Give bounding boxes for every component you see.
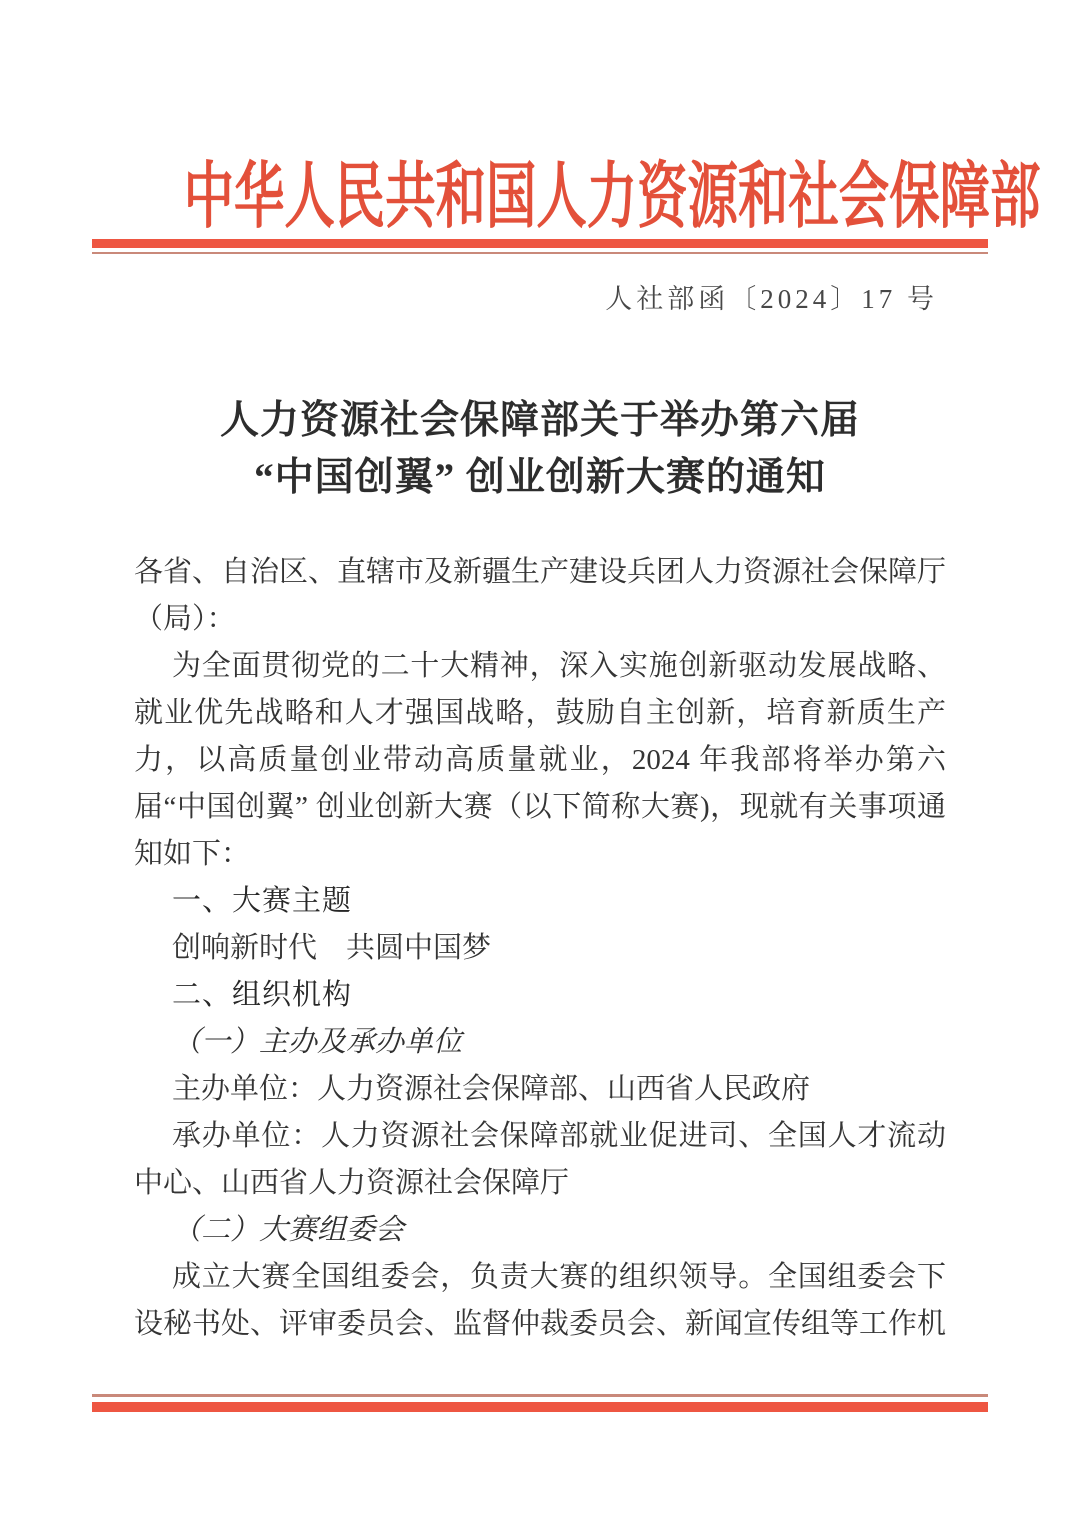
undertaker-units-line: 承办单位：人力资源社会保障部就业促进司、全国人才流动中心、山西省人力资源社会保障厅 — [134, 1120, 946, 1199]
section-1-heading: 一、大赛主题 — [172, 885, 353, 917]
notice-title-line1: 人力资源社会保障部关于举办第六届 — [219, 399, 860, 442]
letterhead — [0, 157, 1080, 238]
footer-rule — [92, 1394, 988, 1412]
subsection-2-heading: （二）大赛组委会 — [172, 1214, 405, 1246]
letterhead-rule-thick-bar — [92, 239, 988, 248]
committee-paragraph: 成立大赛全国组委会，负责大赛的组织领导。全国组委会下设秘书处、评审委员会、监督仲裁委员会、新闻宣传组等工作机 — [134, 1261, 947, 1340]
intro-paragraph: 为全面贯彻党的二十大精神，深入实施创新驱动发展战略、就业优先战略和人才强国战略，鼓励自主创新，培育新质生产力，以高质量创业带动高质量就业，2024 年我部将举办第六届“中国创翼” 创业创新大赛（以下简称大赛)，现就有关事项通知如下： — [134, 650, 946, 870]
section-2-heading: 二、组织机构 — [172, 979, 353, 1011]
letterhead-title: 中华人民共和国人力资源和社会保障部 — [183, 157, 1041, 238]
letterhead-rule — [92, 239, 988, 254]
notice-title-line2: “中国创翼” 创业创新大赛的通知 — [254, 456, 826, 499]
footer-rule-thick-bar — [92, 1402, 988, 1412]
document-body — [134, 549, 946, 1348]
salutation: 各省、自治区、直辖市及新疆生产建设兵团人力资源社会保障厅（局）： — [134, 556, 947, 635]
host-units-line: 主办单位：人力资源社会保障部、山西省人民政府 — [172, 1073, 811, 1105]
subsection-1-heading: （一）主办及承办单位 — [172, 1026, 463, 1058]
notice-title — [0, 392, 1080, 506]
footer-rule-thin-bar — [92, 1394, 988, 1397]
contest-theme: 创响新时代 共圆中国梦 — [172, 932, 492, 964]
document-number: 人社部函〔2024〕17 号 — [605, 284, 938, 314]
letterhead-rule-thin-bar — [92, 252, 988, 254]
